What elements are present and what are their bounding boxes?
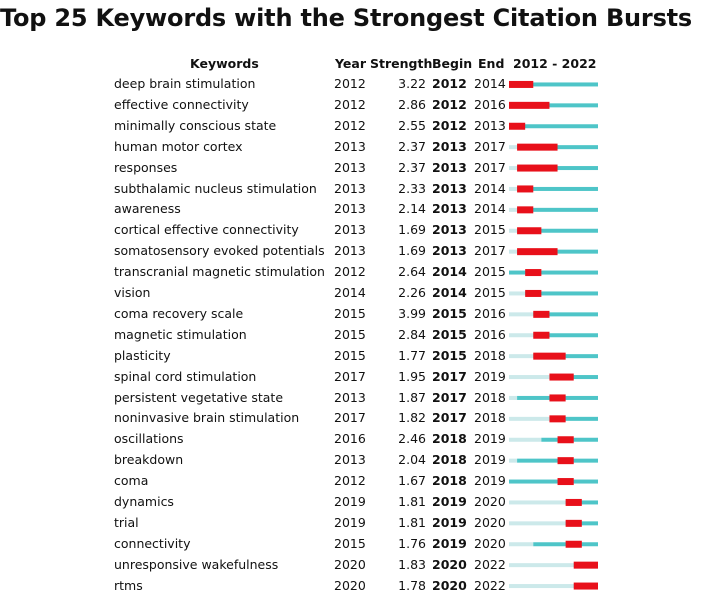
year-cell: 2013 bbox=[334, 201, 366, 217]
begin-cell: 2013 bbox=[432, 201, 467, 217]
keyword-cell: breakdown bbox=[114, 452, 184, 468]
inactive-period-line bbox=[509, 333, 533, 337]
keyword-cell: connectivity bbox=[114, 535, 191, 551]
strength-cell: 3.22 bbox=[398, 76, 426, 91]
active-period-line bbox=[509, 271, 598, 275]
strength-cell: 1.82 bbox=[398, 410, 426, 426]
begin-cell: 2019 bbox=[432, 535, 467, 551]
header-end: End bbox=[478, 56, 505, 71]
inactive-period-line bbox=[509, 417, 549, 421]
strength-cell: 2.55 bbox=[398, 117, 426, 133]
begin-cell: 2013 bbox=[432, 243, 467, 259]
burst-bar bbox=[574, 583, 598, 590]
burst-bar bbox=[517, 206, 533, 213]
strength-cell: 2.14 bbox=[398, 201, 426, 217]
end-cell: 2015 bbox=[474, 222, 506, 238]
burst-bar bbox=[525, 290, 541, 297]
end-cell: 2014 bbox=[474, 76, 506, 91]
keyword-cell: noninvasive brain stimulation bbox=[114, 410, 300, 426]
year-cell: 2013 bbox=[334, 389, 366, 405]
burst-bar bbox=[533, 311, 549, 318]
keyword-cell: somatosensory evoked potentials bbox=[114, 243, 325, 259]
keyword-cell: awareness bbox=[114, 201, 181, 217]
begin-cell: 2018 bbox=[432, 473, 467, 489]
keyword-cell: effective connectivity bbox=[114, 96, 249, 112]
burst-bar bbox=[566, 541, 582, 548]
inactive-period-line bbox=[509, 542, 533, 546]
year-cell: 2020 bbox=[334, 556, 366, 572]
year-cell: 2015 bbox=[334, 305, 366, 321]
end-cell: 2020 bbox=[474, 514, 506, 530]
begin-cell: 2014 bbox=[432, 285, 467, 300]
begin-cell: 2012 bbox=[432, 76, 467, 91]
keyword-cell: human motor cortex bbox=[114, 138, 243, 154]
inactive-period-line bbox=[509, 145, 517, 149]
strength-cell: 2.37 bbox=[398, 159, 426, 175]
strength-cell: 2.04 bbox=[398, 452, 426, 468]
inactive-period-line bbox=[509, 312, 533, 316]
header-begin: Begin bbox=[432, 56, 473, 71]
end-cell: 2014 bbox=[474, 180, 506, 196]
end-cell: 2015 bbox=[474, 264, 506, 280]
end-cell: 2019 bbox=[474, 368, 506, 384]
strength-cell: 1.81 bbox=[398, 494, 426, 509]
begin-cell: 2015 bbox=[432, 305, 467, 321]
burst-bar bbox=[533, 332, 549, 339]
inactive-period-line bbox=[509, 354, 533, 358]
strength-cell: 1.81 bbox=[398, 514, 426, 530]
burst-bar bbox=[509, 81, 533, 88]
burst-bar bbox=[574, 562, 598, 569]
begin-cell: 2017 bbox=[432, 389, 467, 405]
inactive-period-line bbox=[509, 438, 541, 442]
year-cell: 2012 bbox=[334, 264, 366, 280]
inactive-period-line bbox=[509, 521, 566, 525]
inactive-period-line bbox=[509, 563, 574, 567]
year-cell: 2015 bbox=[334, 347, 366, 363]
strength-cell: 2.86 bbox=[398, 96, 426, 112]
keyword-cell: rtms bbox=[114, 577, 143, 593]
burst-bar bbox=[517, 227, 541, 234]
end-cell: 2016 bbox=[474, 305, 506, 321]
strength-cell: 1.76 bbox=[398, 535, 426, 551]
keyword-cell: coma bbox=[114, 473, 149, 489]
strength-cell: 2.37 bbox=[398, 138, 426, 154]
begin-cell: 2015 bbox=[432, 347, 467, 363]
end-cell: 2020 bbox=[474, 535, 506, 551]
year-cell: 2013 bbox=[334, 159, 366, 175]
keyword-cell: responses bbox=[114, 159, 178, 175]
burst-bar bbox=[517, 144, 557, 151]
keyword-cell: deep brain stimulation bbox=[114, 76, 256, 91]
burst-bar bbox=[533, 353, 565, 360]
year-cell: 2017 bbox=[334, 368, 366, 384]
year-cell: 2020 bbox=[334, 577, 366, 593]
year-cell: 2012 bbox=[334, 96, 366, 112]
begin-cell: 2013 bbox=[432, 222, 467, 238]
burst-bar bbox=[517, 165, 557, 172]
end-cell: 2018 bbox=[474, 410, 506, 426]
burst-bar bbox=[509, 102, 549, 109]
end-cell: 2018 bbox=[474, 389, 506, 405]
year-cell: 2013 bbox=[334, 138, 366, 154]
end-cell: 2020 bbox=[474, 494, 506, 509]
inactive-period-line bbox=[509, 187, 517, 191]
end-cell: 2013 bbox=[474, 117, 506, 133]
burst-bar bbox=[517, 248, 557, 255]
begin-cell: 2012 bbox=[432, 96, 467, 112]
chart-title: Top 25 Keywords with the Strongest Citation Bursts bbox=[0, 4, 693, 32]
end-cell: 2019 bbox=[474, 452, 506, 468]
burst-bar bbox=[525, 269, 541, 276]
header-keywords: Keywords bbox=[190, 56, 259, 71]
inactive-period-line bbox=[509, 396, 517, 400]
begin-cell: 2019 bbox=[432, 494, 467, 509]
year-cell: 2017 bbox=[334, 410, 366, 426]
end-cell: 2017 bbox=[474, 243, 506, 259]
year-cell: 2012 bbox=[334, 117, 366, 133]
end-cell: 2015 bbox=[474, 285, 506, 300]
year-cell: 2013 bbox=[334, 180, 366, 196]
strength-cell: 1.77 bbox=[398, 347, 426, 363]
year-cell: 2012 bbox=[334, 473, 366, 489]
year-cell: 2016 bbox=[334, 431, 366, 447]
strength-cell: 1.83 bbox=[398, 556, 426, 572]
end-cell: 2019 bbox=[474, 473, 506, 489]
strength-cell: 1.69 bbox=[398, 243, 426, 259]
keyword-cell: dynamics bbox=[114, 494, 174, 509]
keyword-cell: spinal cord stimulation bbox=[114, 368, 257, 384]
strength-cell: 1.95 bbox=[398, 368, 426, 384]
keyword-cell: transcranial magnetic stimulation bbox=[114, 264, 325, 280]
year-cell: 2013 bbox=[334, 222, 366, 238]
keyword-cell: magnetic stimulation bbox=[114, 326, 247, 342]
keyword-cell: oscillations bbox=[114, 431, 184, 447]
end-cell: 2018 bbox=[474, 347, 506, 363]
inactive-period-line bbox=[509, 375, 549, 379]
keyword-cell: trial bbox=[114, 514, 139, 530]
end-cell: 2022 bbox=[474, 556, 506, 572]
begin-cell: 2012 bbox=[432, 117, 467, 133]
burst-bar bbox=[549, 394, 565, 401]
begin-cell: 2020 bbox=[432, 556, 467, 572]
strength-cell: 1.69 bbox=[398, 222, 426, 238]
burst-bar bbox=[566, 499, 582, 506]
keyword-cell: coma recovery scale bbox=[114, 305, 244, 321]
header-timeline: 2012 - 2022 bbox=[513, 56, 597, 71]
active-period-line bbox=[509, 480, 598, 484]
begin-cell: 2013 bbox=[432, 159, 467, 175]
begin-cell: 2013 bbox=[432, 138, 467, 154]
begin-cell: 2017 bbox=[432, 368, 467, 384]
keyword-cell: cortical effective connectivity bbox=[114, 222, 299, 238]
begin-cell: 2018 bbox=[432, 431, 467, 447]
header-year: Year bbox=[335, 56, 366, 71]
begin-cell: 2018 bbox=[432, 452, 467, 468]
end-cell: 2019 bbox=[474, 431, 506, 447]
keyword-cell: plasticity bbox=[114, 347, 171, 363]
year-cell: 2013 bbox=[334, 452, 366, 468]
year-cell: 2014 bbox=[334, 285, 366, 300]
strength-cell: 1.67 bbox=[398, 473, 426, 489]
year-cell: 2013 bbox=[334, 243, 366, 259]
strength-cell: 2.33 bbox=[398, 180, 426, 196]
keyword-cell: minimally conscious state bbox=[114, 117, 277, 133]
inactive-period-line bbox=[509, 584, 574, 588]
strength-cell: 3.99 bbox=[398, 305, 426, 321]
end-cell: 2016 bbox=[474, 96, 506, 112]
year-cell: 2019 bbox=[334, 514, 366, 530]
strength-cell: 1.78 bbox=[398, 577, 426, 593]
begin-cell: 2013 bbox=[432, 180, 467, 196]
end-cell: 2017 bbox=[474, 159, 506, 175]
year-cell: 2015 bbox=[334, 535, 366, 551]
keyword-cell: unresponsive wakefulness bbox=[114, 556, 279, 572]
strength-cell: 2.26 bbox=[398, 285, 426, 300]
year-cell: 2015 bbox=[334, 326, 366, 342]
active-period-line bbox=[517, 459, 598, 463]
end-cell: 2017 bbox=[474, 138, 506, 154]
burst-bar bbox=[549, 415, 565, 422]
inactive-period-line bbox=[509, 291, 525, 295]
header-strength: Strength bbox=[370, 56, 433, 71]
year-cell: 2012 bbox=[334, 76, 366, 91]
keyword-cell: vision bbox=[114, 285, 151, 300]
end-cell: 2016 bbox=[474, 326, 506, 342]
year-cell: 2019 bbox=[334, 494, 366, 509]
begin-cell: 2019 bbox=[432, 514, 467, 530]
keyword-cell: subthalamic nucleus stimulation bbox=[114, 180, 317, 196]
inactive-period-line bbox=[509, 250, 517, 254]
keyword-cell: persistent vegetative state bbox=[114, 389, 284, 405]
burst-bar bbox=[558, 478, 574, 485]
inactive-period-line bbox=[509, 166, 517, 170]
strength-cell: 2.46 bbox=[398, 431, 426, 447]
burst-bar bbox=[558, 457, 574, 464]
strength-cell: 2.64 bbox=[398, 264, 426, 280]
strength-cell: 1.87 bbox=[398, 389, 426, 405]
inactive-period-line bbox=[509, 208, 517, 212]
strength-cell: 2.84 bbox=[398, 326, 426, 342]
inactive-period-line bbox=[509, 229, 517, 233]
end-cell: 2014 bbox=[474, 201, 506, 217]
burst-bar bbox=[517, 185, 533, 192]
burst-bar bbox=[509, 123, 525, 130]
inactive-period-line bbox=[509, 459, 517, 463]
end-cell: 2022 bbox=[474, 577, 506, 593]
begin-cell: 2014 bbox=[432, 264, 467, 280]
burst-bar bbox=[549, 374, 573, 381]
begin-cell: 2015 bbox=[432, 326, 467, 342]
burst-bar bbox=[558, 436, 574, 443]
inactive-period-line bbox=[509, 500, 566, 504]
begin-cell: 2017 bbox=[432, 410, 467, 426]
begin-cell: 2020 bbox=[432, 577, 467, 593]
burst-bar bbox=[566, 520, 582, 527]
